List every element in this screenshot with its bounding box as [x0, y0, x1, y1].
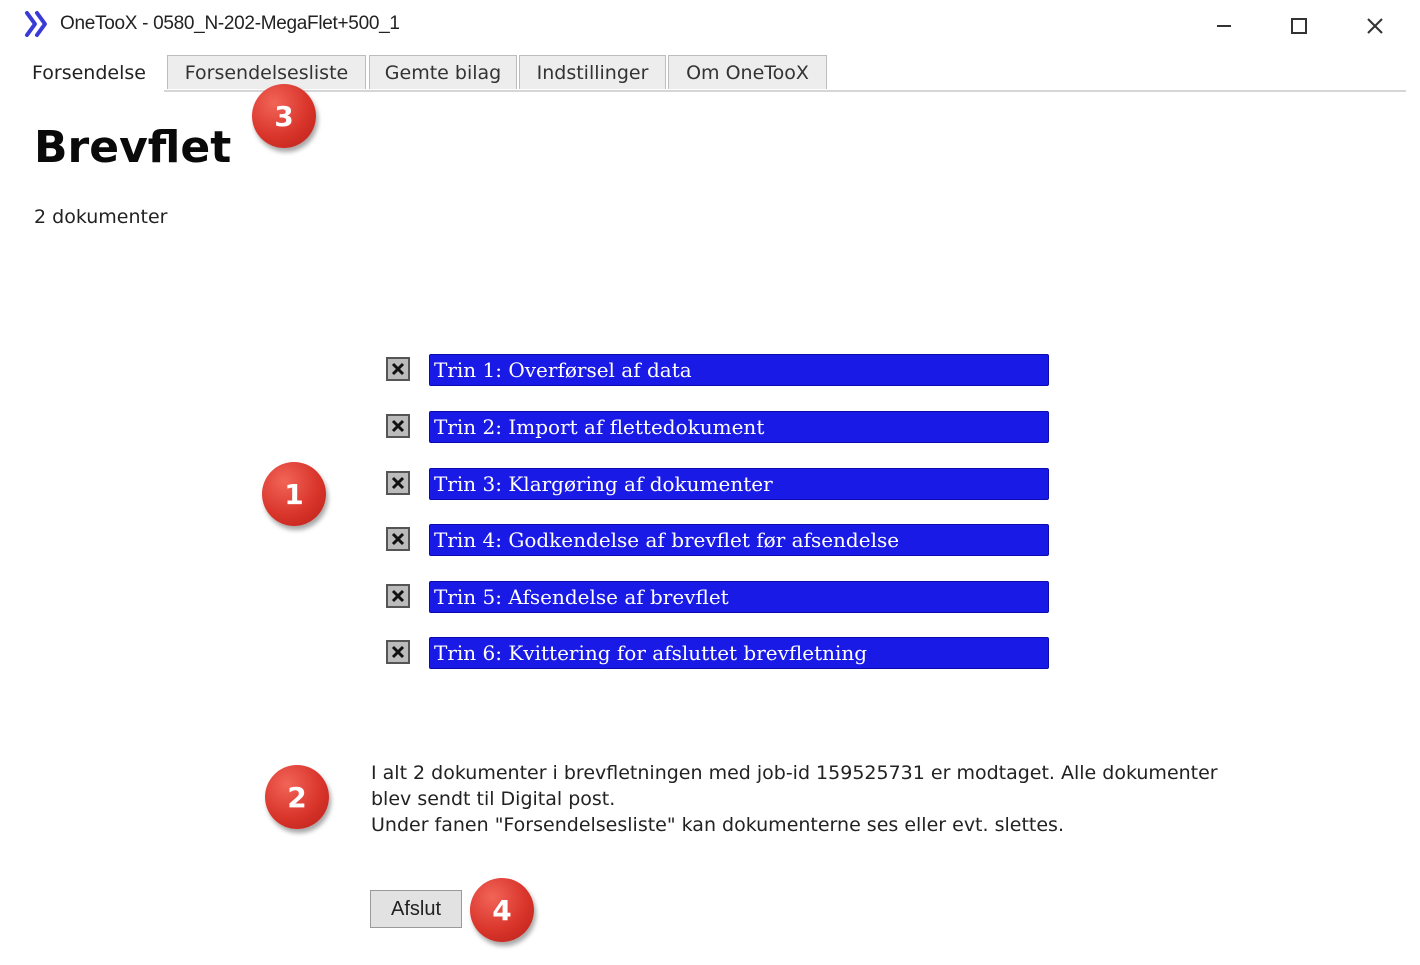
step-item — [386, 468, 1050, 500]
step-item — [386, 524, 1050, 556]
step-item — [386, 637, 1050, 669]
tab-gemte-bilag[interactable]: Gemte bilag — [369, 55, 517, 89]
checkmark-x-icon — [391, 532, 405, 546]
summary-text — [371, 760, 1371, 838]
step-checkbox[interactable] — [386, 414, 410, 438]
annotation-marker-4: 4 — [470, 878, 534, 942]
step-label: Trin 2: Import af flettedokument — [429, 411, 1049, 443]
step-label: Trin 4: Godkendelse af brevflet før afsendelse — [429, 524, 1049, 556]
checkmark-x-icon — [391, 589, 405, 603]
close-icon — [1365, 16, 1385, 36]
document-count: 2 dokumenter — [34, 206, 168, 228]
summary-line: blev sendt til Digital post. — [371, 788, 616, 810]
step-checkbox[interactable] — [386, 640, 410, 664]
summary-line: Under fanen "Forsendelsesliste" kan dokumenterne ses eller evt. slettes. — [371, 814, 1064, 836]
tab-forsendelsesliste[interactable]: Forsendelsesliste — [167, 55, 366, 89]
maximize-button[interactable] — [1281, 10, 1317, 42]
minimize-icon — [1214, 16, 1234, 36]
summary-line: I alt 2 dokumenter i brevfletningen med job-id 159525731 er modtaget. Alle dokumenter — [371, 762, 1218, 784]
checkmark-x-icon — [391, 419, 405, 433]
step-checkbox[interactable] — [386, 527, 410, 551]
annotation-marker-2: 2 — [265, 765, 329, 829]
tab-indstillinger[interactable]: Indstillinger — [519, 55, 666, 89]
app-logo-icon — [24, 9, 50, 39]
afslut-button[interactable]: Afslut — [370, 890, 462, 928]
annotation-marker-1: 1 — [262, 462, 326, 526]
step-checkbox[interactable] — [386, 357, 410, 381]
step-label: Trin 5: Afsendelse af brevflet — [429, 581, 1049, 613]
tab-bar — [14, 52, 1406, 92]
tab-om-onetoox[interactable]: Om OneTooX — [668, 55, 827, 89]
step-checkbox[interactable] — [386, 584, 410, 608]
step-item — [386, 581, 1050, 613]
step-item — [386, 411, 1050, 443]
title-bar — [0, 0, 1420, 52]
page-title: Brevflet — [34, 122, 232, 173]
tab-forsendelse[interactable]: Forsendelse — [14, 52, 164, 92]
window-title: OneTooX - 0580_N-202-MegaFlet+500_1 — [60, 13, 400, 34]
checkmark-x-icon — [391, 362, 405, 376]
step-label: Trin 1: Overførsel af data — [429, 354, 1049, 386]
step-label: Trin 6: Kvittering for afsluttet brevfletning — [429, 637, 1049, 669]
checkmark-x-icon — [391, 476, 405, 490]
maximize-icon — [1289, 16, 1309, 36]
close-window-button[interactable] — [1357, 10, 1393, 42]
step-label: Trin 3: Klargøring af dokumenter — [429, 468, 1049, 500]
minimize-button[interactable] — [1206, 10, 1242, 42]
step-checkbox[interactable] — [386, 471, 410, 495]
checkmark-x-icon — [391, 645, 405, 659]
annotation-marker-3: 3 — [252, 84, 316, 148]
step-item — [386, 354, 1050, 386]
